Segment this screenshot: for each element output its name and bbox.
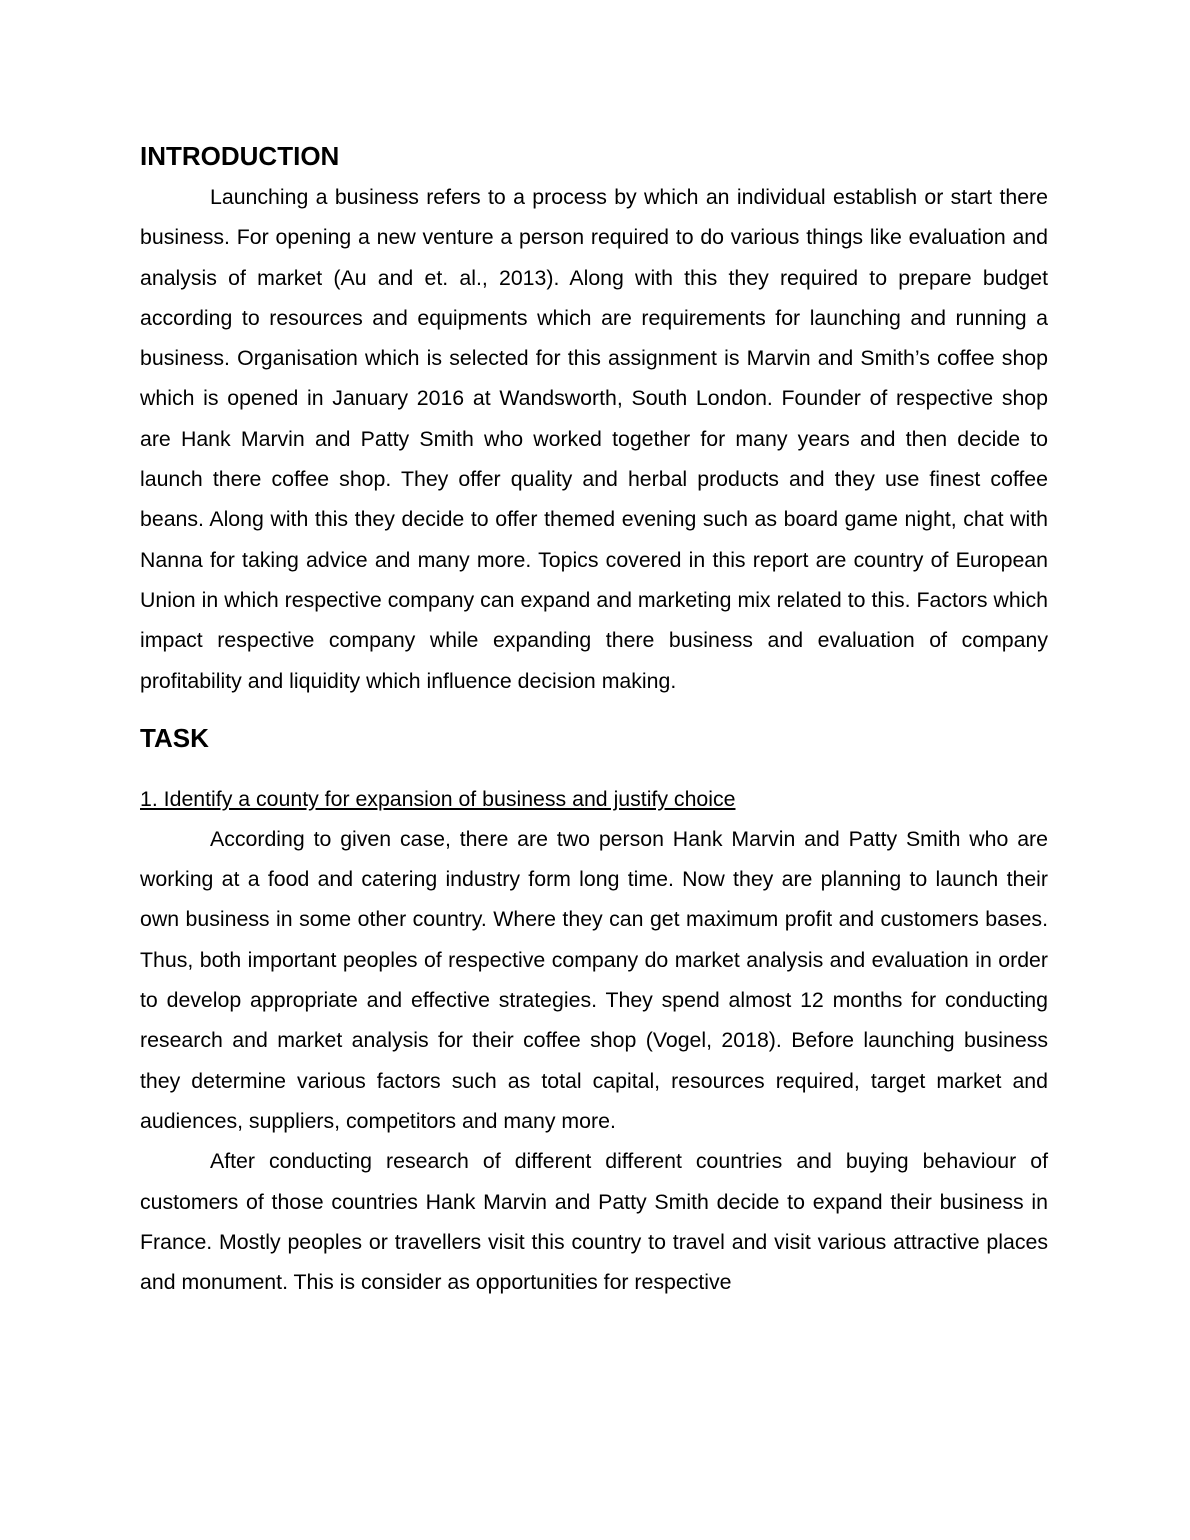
introduction-heading: INTRODUCTION: [140, 141, 340, 171]
task-heading: TASK: [140, 722, 209, 753]
document-page: [140, 137, 1048, 1302]
task-subheading: 1. Identify a county for expansion of business and justify choice: [140, 786, 736, 811]
task-paragraph-2: After conducting research of different different countries and buying behaviour of customers of those countries Hank Marvin and Patty Smith decide to expand their business in France. Mostly peoples or travellers visit this country to travel and visit various attractive places and monument. This is consider as opportunities for respective: [140, 1149, 1048, 1295]
introduction-paragraph: Launching a business refers to a process by which an individual establish or start there business. For opening a new venture a person required to do various things like evaluation and analysis of market (Au and et. al., 2013). Along with this they required to prepare budget according to resources and equipments which are requirements for launching and running a business. Organisation which is selected for this assignment is Marvin and Smith’s coffee shop which is opened in January 2016 at Wandsworth, South London. Founder of respective shop are Hank Marvin and Patty Smith who worked together for many years and then decide to launch there coffee shop. They offer quality and herbal products and they use finest coffee beans. Along with this they decide to offer themed evening such as board game night, chat with Nanna for taking advice and many more. Topics covered in this report are country of European Union in which respective company can expand and marketing mix related to this. Factors which impact respective company while expanding there business and evaluation of company profitability and liquidity which influence decision making.: [140, 185, 1048, 693]
task-paragraph-1: According to given case, there are two person Hank Marvin and Patty Smith who are working at a food and catering industry form long time. Now they are planning to launch their own business in some other country. Where they can get maximum profit and customers bases. Thus, both important peoples of respective company do market analysis and evaluation in order to develop appropriate and effective strategies. They spend almost 12 months for conducting research and market analysis for their coffee shop (Vogel, 2018). Before launching business they determine various factors such as total capital, resources required, target market and audiences, suppliers, competitors and many more.: [140, 826, 1048, 1133]
